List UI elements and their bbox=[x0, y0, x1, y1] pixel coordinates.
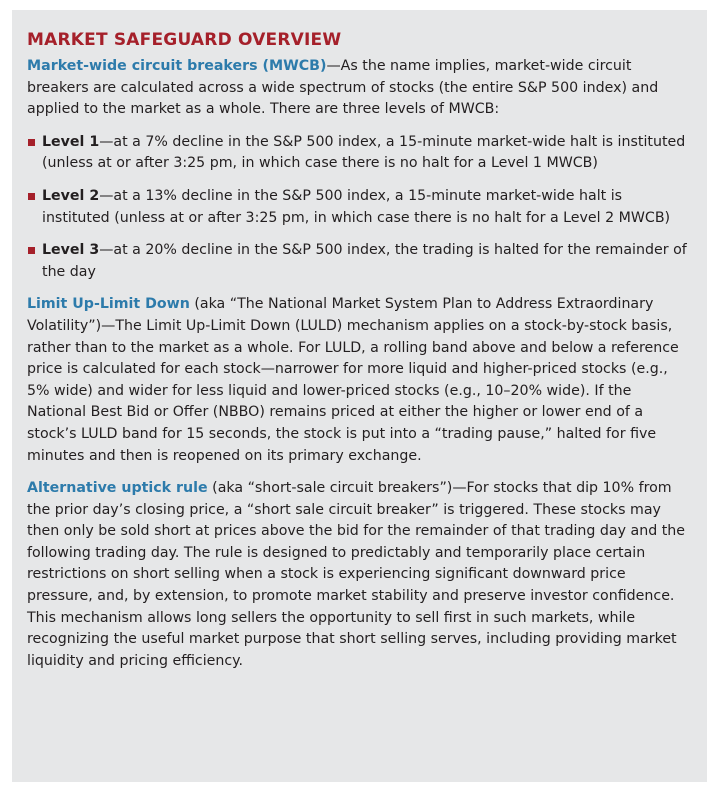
uptick-text: (aka “short-sale circuit breakers”)—For stocks that dip 10% from the prior day’s closing price, a “short sale circuit breaker” is triggered. These stocks may then only be sold short at prices above the bid for the remainder of that trading day and the following trading day. The rule is designed to predictably and temporarily place certain restrictions on short selling when a stock is experiencing significant downward price pressure, and, by extension, to promote market stability and preserve investor confidence. This mechanism allows long sellers the opportunity to sell first in such markets, while recognizing the useful market purpose that short selling serves, including providing market liquidity and pricing efficiency. bbox=[27, 480, 686, 669]
mwcb-term: Market-wide circuit breakers (MWCB) bbox=[27, 58, 327, 74]
uptick-term: Alternative uptick rule bbox=[27, 480, 208, 497]
mwcb-paragraph bbox=[27, 56, 693, 121]
luld-paragraph bbox=[27, 294, 693, 467]
level-label: Level 1 bbox=[42, 133, 100, 150]
list-item-level-3 bbox=[27, 240, 693, 283]
level-text: —at a 13% decline in the S&P 500 index, a 15-minute market-wide halt is instituted (unless at or after 3:25 pm, in which case there is no halt for a Level 2 MWCB) bbox=[42, 187, 671, 226]
list-item-level-2 bbox=[27, 186, 693, 229]
level-text: —at a 7% decline in the S&P 500 index, a 15-minute market-wide halt is instituted (unless at or after 3:25 pm, in which case there is no halt for a Level 1 MWCB) bbox=[42, 133, 686, 172]
level-label: Level 3 bbox=[42, 242, 100, 259]
level-text: —at a 20% decline in the S&P 500 index, the trading is halted for the remainder of the day bbox=[42, 242, 687, 280]
luld-text: (aka “The National Market System Plan to Address Extraordinary Volatility”)—The Limit Up-Limit Down (LULD) mechanism applies on a stock-by-stock basis, rather than to the market as a whole. For LULD, a rolling band above and below a reference price is calculated for each stock—narrower for more liquid and higher-priced stocks (e.g., 5% wide) and wider for less liquid and lower-priced stocks (e.g., 10–20% wide). If the National Best Bid or Offer (NBBO) remains priced at either the higher or lower end of a stock’s LULD band for 15 seconds, the stock is put into a “trading pause,” halted for five minutes and then is reopened on its primary exchange. bbox=[27, 296, 679, 464]
list-item-level-1 bbox=[27, 132, 693, 175]
page-title: MARKET SAFEGUARD OVERVIEW bbox=[27, 30, 342, 50]
luld-term: Limit Up-Limit Down bbox=[27, 296, 190, 313]
mwcb-text: —As the name implies, market-wide circuit breakers are calculated across a wide spectrum of stocks (the entire S&P 500 index) and applied to the market as a whole. There are three levels of MWCB: bbox=[27, 58, 659, 118]
safeguard-overview-panel bbox=[12, 10, 707, 782]
bullet-square-icon bbox=[28, 247, 35, 254]
bullet-square-icon bbox=[28, 193, 35, 200]
bullet-square-icon bbox=[28, 139, 35, 146]
uptick-paragraph bbox=[27, 478, 693, 672]
level-label: Level 2 bbox=[42, 187, 100, 204]
